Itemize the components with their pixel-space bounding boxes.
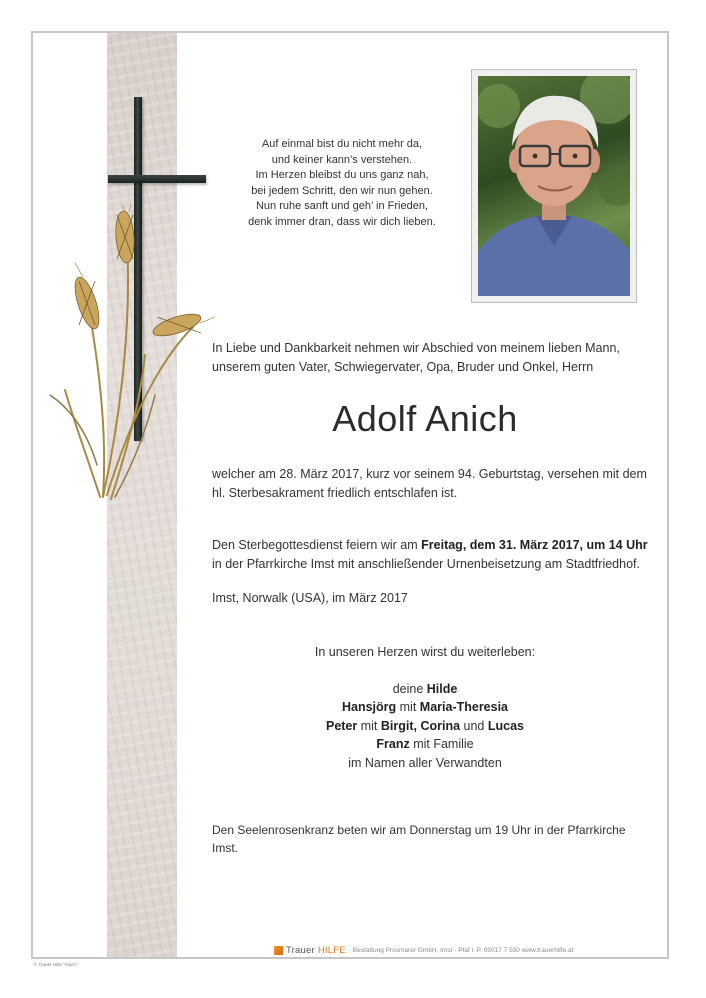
footer-info: Bestattung Prosmarer GmbH, Imst - Pfaf i. P. 05017 7 550 www.trauerhilfe.at bbox=[352, 946, 574, 954]
mourner-line: Hansjörg mit Maria-Theresia bbox=[341, 700, 509, 714]
deceased-name: Adolf Anich bbox=[332, 398, 518, 439]
portrait-photo bbox=[478, 76, 630, 296]
memorial-poem bbox=[222, 137, 462, 230]
footer bbox=[274, 943, 573, 957]
mourners-block bbox=[212, 643, 638, 772]
death-notice-text: welcher am 28. März 2017, kurz vor seinem 94. Geburtstag, versehen mit dem hl. Sterbesakrament friedlich entschlafen ist. bbox=[212, 467, 647, 500]
mourner-line: im Namen aller Verwandten bbox=[348, 755, 502, 770]
mourner-line: Franz mit Familie bbox=[376, 737, 474, 751]
wheat-ears-icon bbox=[45, 205, 215, 505]
funeral-date: Freitag, dem 31. März 2017, um 14 Uhr bbox=[421, 538, 648, 552]
farewell-heading: In unseren Herzen wirst du weiterleben: bbox=[314, 645, 536, 659]
logo-icon bbox=[274, 946, 283, 955]
poem-line: Auf einmal bist du nicht mehr da, bbox=[261, 138, 423, 150]
poem-line: Im Herzen bleibst du uns ganz nah, bbox=[255, 169, 429, 181]
rosary-notice: Den Seelenrosenkranz beten wir am Donnerstag um 19 Uhr in der Pfarrkirche Imst. bbox=[212, 823, 626, 855]
poem-line: und keiner kann’s verstehen. bbox=[271, 153, 413, 166]
mourner-line: Peter mit Birgit, Corina und Lucas bbox=[325, 718, 524, 733]
place-date: Imst, Norwalk (USA), im März 2017 bbox=[212, 591, 408, 605]
funeral-text: Den Sterbegottesdienst feiern wir am bbox=[212, 538, 422, 552]
mourner-line: deine Hilde bbox=[392, 681, 458, 696]
logo-text: Trauer bbox=[286, 944, 315, 956]
poem-line: Nun ruhe sanft und geh’ in Frieden, bbox=[255, 200, 429, 212]
intro-text: In Liebe und Dankbarkeit nehmen wir Abschied von meinem lieben Mann, unserem guten Vater, Schwiegervater, Opa, Bruder und Onkel, Herrn bbox=[212, 341, 620, 374]
copyright-note: © Trauer Hilfe "Anich" bbox=[34, 962, 78, 967]
poem-line: bei jedem Schritt, den wir nun gehen. bbox=[251, 184, 433, 197]
funeral-text: in der Pfarrkirche Imst mit anschließender Urnenbeisetzung am Stadtfriedhof. bbox=[212, 557, 640, 571]
cross-bar bbox=[108, 175, 206, 183]
poem-line: denk immer dran, dass wir dich lieben. bbox=[248, 215, 436, 228]
funeral-info bbox=[212, 536, 652, 574]
logo-text-accent: HILFE bbox=[317, 944, 346, 956]
